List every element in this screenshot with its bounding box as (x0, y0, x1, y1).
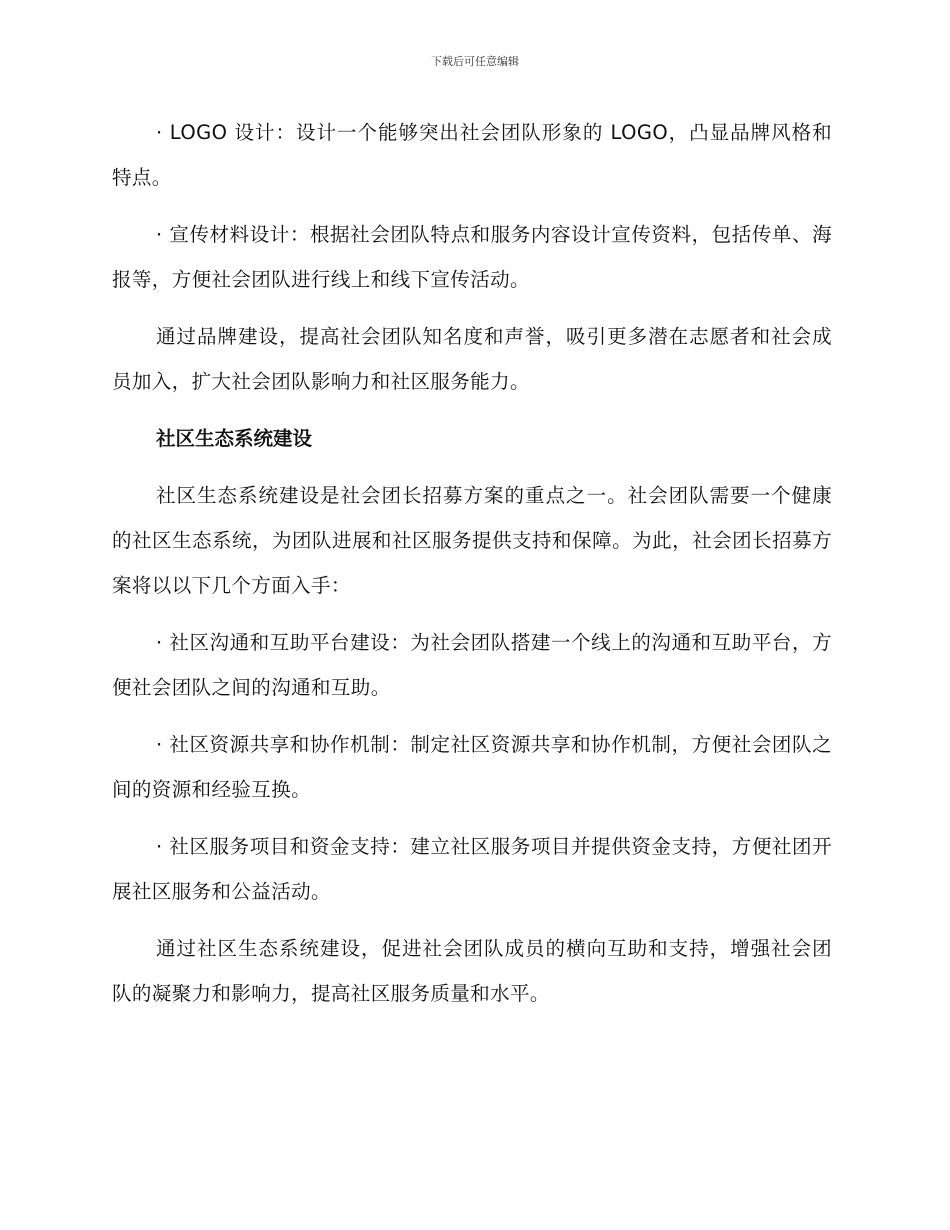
section-heading: 社区生态系统建设 (156, 427, 313, 450)
paragraph-resource-sharing: · 社区资源共享和协作机制：制定社区资源共享和协作机制，方便社会团队之间的资源和经验互换。 (112, 733, 832, 801)
paragraph-ecosystem-intro: 社区生态系统建设是社会团长招募方案的重点之一。社会团队需要一个健康的社区生态系统，为团队进展和社区服务提供支持和保障。为此，社会团长招募方案将以以下几个方面入手： (112, 484, 832, 597)
paragraph-promo-materials: · 宣传材料设计：根据社会团队特点和服务内容设计宣传资料，包括传单、海报等，方便社会团队进行线上和线下宣传活动。 (112, 223, 832, 291)
paragraph-logo-design: · LOGO 设计：设计一个能够突出社会团队形象的 LOGO，凸显品牌风格和特点。 (112, 121, 832, 189)
paragraph-ecosystem-summary: 通过社区生态系统建设，促进社会团队成员的横向互助和支持，增强社会团队的凝聚力和影响力，提高社区服务质量和水平。 (112, 937, 832, 1005)
paragraph-brand-summary: 通过品牌建设，提高社会团队知名度和声誉，吸引更多潜在志愿者和社会成员加入，扩大社会团队影响力和社区服务能力。 (112, 325, 832, 393)
document-body (112, 110, 832, 1028)
header-note: 下载后可任意编辑 (431, 55, 519, 68)
paragraph-communication-platform: · 社区沟通和互助平台建设：为社会团队搭建一个线上的沟通和互助平台，方便社会团队之间的沟通和互助。 (112, 631, 832, 699)
paragraph-funding-support: · 社区服务项目和资金支持：建立社区服务项目并提供资金支持，方便社团开展社区服务和公益活动。 (112, 835, 832, 903)
